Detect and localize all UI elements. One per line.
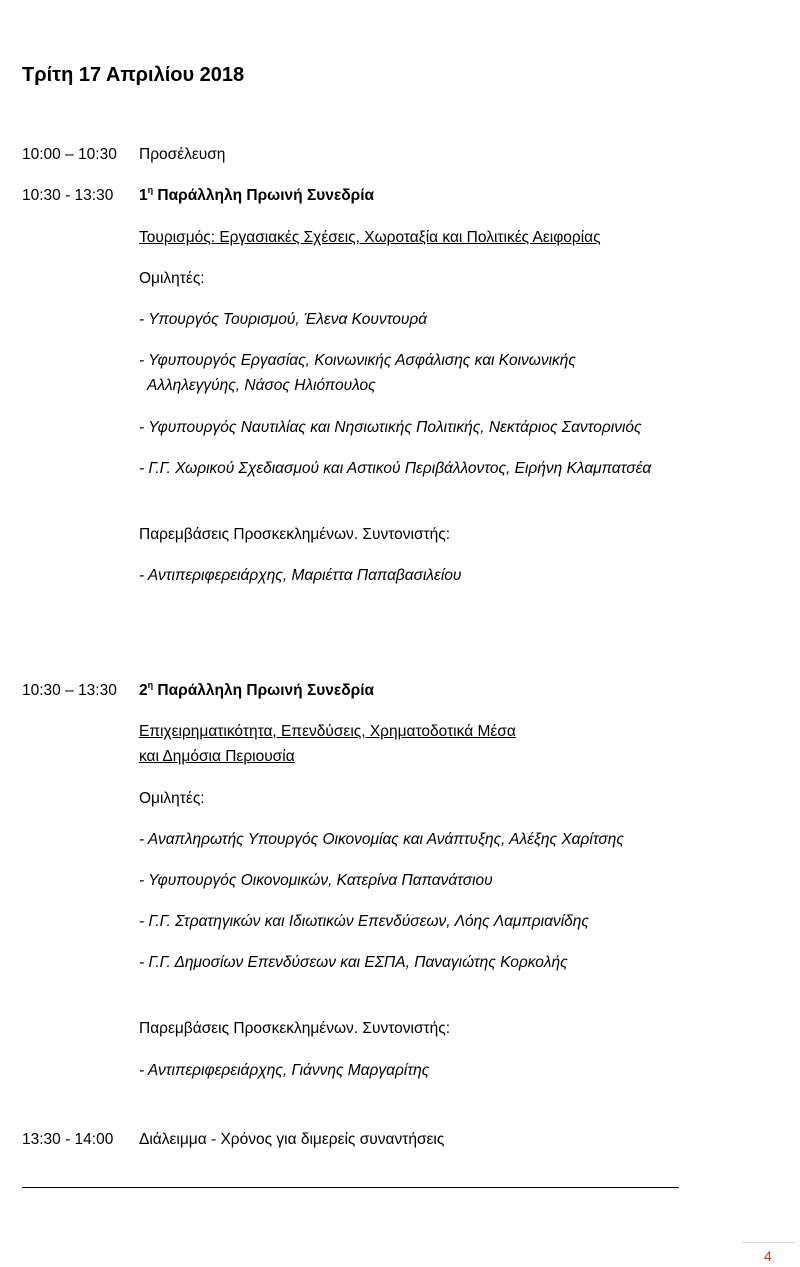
session1-time: 10:30 - 13:30 xyxy=(22,187,114,204)
session1-speaker-2-line2: Αλληλεγγύης, Νάσος Ηλιόπουλος xyxy=(147,377,376,394)
page-title: Τρίτη 17 Απριλίου 2018 xyxy=(22,64,245,86)
session1-number: 1 xyxy=(139,187,148,204)
session2-title xyxy=(139,682,374,700)
session2-title-text: Παράλληλη Πρωινή Συνεδρία xyxy=(153,682,375,699)
session2-speakers-label: Ομιλητές: xyxy=(139,790,205,807)
session2-topic-line2: και Δημόσια Περιουσία xyxy=(139,748,295,765)
session1-ordinal: η xyxy=(147,185,154,195)
arrival-time: 10:00 – 10:30 xyxy=(22,146,117,163)
session1-speaker-4: - Γ.Γ. Χωρικού Σχεδιασμού και Αστικού Περιβάλλοντος, Ειρήνη Κλαμπατσέα xyxy=(139,460,652,477)
session1-speaker-3: - Υφυπουργός Ναυτιλίας και Νησιωτικής Πολιτικής, Νεκτάριος Σαντορινιός xyxy=(139,419,642,436)
session2-time: 10:30 – 13:30 xyxy=(22,682,117,699)
session1-title-text: Παράλληλη Πρωινή Συνεδρία xyxy=(153,187,375,204)
session1-moderator: - Αντιπεριφερειάρχης, Μαριέττα Παπαβασιλείου xyxy=(139,567,462,584)
session1-interventions-label: Παρεμβάσεις Προσκεκλημένων. Συντονιστής: xyxy=(139,526,451,543)
session2-interventions-label: Παρεμβάσεις Προσκεκλημένων. Συντονιστής: xyxy=(139,1020,451,1037)
session2-number: 2 xyxy=(139,682,148,699)
session2-speaker-1: - Αναπληρωτής Υπουργός Οικονομίας και Ανάπτυξης, Αλέξης Χαρίτσης xyxy=(139,831,624,848)
session1-title xyxy=(139,187,374,205)
session2-speaker-2: - Υφυπουργός Οικονομικών, Κατερίνα Παπανάτσιου xyxy=(139,872,493,889)
arrival-label: Προσέλευση xyxy=(139,146,226,163)
horizontal-rule xyxy=(22,1187,679,1188)
session1-topic: Τουρισμός: Εργασιακές Σχέσεις, Χωροταξία και Πολιτικές Αειφορίας xyxy=(139,229,601,246)
break-label: Διάλειμμα - Χρόνος για διμερείς συναντήσεις xyxy=(139,1131,445,1148)
session2-topic-line1: Επιχειρηματικότητα, Επενδύσεις, Χρηματοδοτικά Μέσα xyxy=(139,723,516,740)
session2-moderator: - Αντιπεριφερειάρχης, Γιάννης Μαργαρίτης xyxy=(139,1062,430,1079)
session1-speakers-label: Ομιλητές: xyxy=(139,270,205,287)
session2-speaker-3: - Γ.Γ. Στρατηγικών και Ιδιωτικών Επενδύσεων, Λόης Λαμπριανίδης xyxy=(139,913,589,930)
session1-speaker-2-line1: - Υφυπουργός Εργασίας, Κοινωνικής Ασφάλισης και Κοινωνικής xyxy=(139,352,576,369)
session1-speaker-1: - Υπουργός Τουρισμού, Έλενα Κουντουρά xyxy=(139,311,428,328)
session2-speaker-4: - Γ.Γ. Δημοσίων Επενδύσεων και ΕΣΠΑ, Παναγιώτης Κορκολής xyxy=(139,954,568,971)
page-number: 4 xyxy=(764,1248,772,1264)
footer-divider xyxy=(742,1242,796,1243)
break-time: 13:30 - 14:00 xyxy=(22,1131,114,1148)
session2-ordinal: η xyxy=(147,680,154,690)
